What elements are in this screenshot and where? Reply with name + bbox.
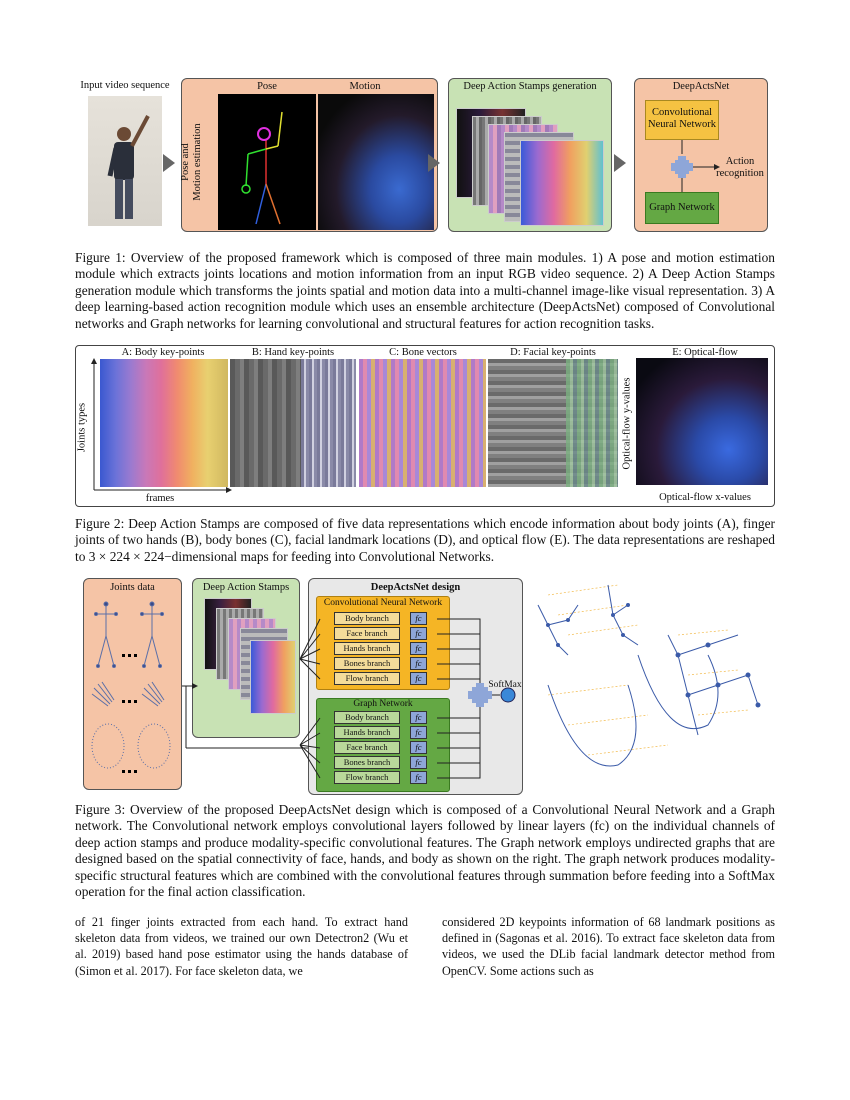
skeleton-figure	[218, 94, 316, 230]
pose-skeleton-image	[218, 94, 316, 230]
optical-flow-y-axis-label: Optical-flow y-values	[621, 377, 633, 470]
deepactsnet-label: DeepActsNet	[672, 81, 730, 92]
graph-fc-layer-0: fc	[410, 711, 427, 724]
person-figure	[88, 96, 162, 226]
graph-group-label: Graph Network	[353, 699, 413, 709]
cnn-box	[645, 100, 719, 140]
cnn-fc-layer-2: fc	[410, 642, 427, 655]
softmax-label: SoftMax	[488, 680, 522, 690]
cnn-box-line-2: Neural Network	[648, 119, 716, 130]
bone-vectors-heatmap	[359, 359, 486, 487]
cnn-fc-layer-1: fc	[410, 627, 427, 640]
cnn-branch-3: Bones branch	[334, 657, 400, 670]
figure-3-caption: Figure 3: Overview of the proposed DeepActsNet design which is composed of a Convolutional Neural Network and a Graph network. The Convolutional network employs convolutional layers followed by linear layers (fc) on the individual channels of deep action stamps and produce modality-specific convolutional features. The Graph network employs undirected graphs that are designed based on the spatial connectivity of face, hands, and body as shown on the right. The graph network produces modality-specific structural features which are combined with the convolutional features through summation before feeding into a SoftMax operation for the final action classification.	[75, 802, 775, 900]
arrow-icon	[163, 154, 175, 172]
body-right-column: considered 2D keypoints information of 68 landmark positions as defined in (Sagonas et al. 2016). To extract face skeleton data from videos, we used the DLib facial landmark detector method from OpenCV. Some actions such as	[442, 915, 775, 978]
body-keypoints-heatmap	[100, 359, 228, 487]
motion-flow-image	[318, 94, 434, 230]
cnn-box-line-1: Convolutional	[651, 107, 713, 118]
arrow-icon	[428, 154, 440, 172]
graph-fc-layer-4: fc	[410, 771, 427, 784]
stamp-layer-5	[520, 140, 604, 226]
cnn-group-label: Convolutional Neural Network	[323, 598, 443, 608]
deepactsnet-design-label: DeepActsNet design	[370, 582, 461, 593]
hand-keypoints-heatmap	[230, 359, 356, 487]
figure-1-caption: Figure 1: Overview of the proposed framework which is composed of three main modules. 1) A pose and motion estimation module which extracts joints locations and motion information from an input RGB video sequence. 2) A Deep Action Stamps generation module which transforms the joints spatial and motion data into a multi-channel image-like visual representation. 3) A deep learning-based action recognition module which uses an ensemble architecture (DeepActsNet) composed of Convolutional networks and Graph networks for learning convolutional and structural features for action recognition tasks.	[75, 250, 775, 331]
das-generation-label: Deep Action Stamps generation	[463, 81, 597, 92]
panel-a-label: A: Body key-points	[121, 347, 205, 358]
das-label: Deep Action Stamps	[202, 582, 290, 593]
input-video-frame	[88, 96, 162, 226]
optical-flow-heatmap	[636, 358, 768, 485]
graph-fc-layer-2: fc	[410, 741, 427, 754]
pose-estimation-vertical-label	[180, 110, 206, 210]
joints-data-label: Joints data	[110, 582, 155, 593]
panel-c-label: C: Bone vectors	[389, 347, 457, 358]
graph-branch-0: Body branch	[334, 711, 400, 724]
panel-b-label: B: Hand key-points	[251, 347, 335, 358]
graph-branch-1: Hands branch	[334, 726, 400, 739]
panel-e-label: E: Optical-flow	[672, 347, 738, 358]
input-video-label: Input video sequence	[80, 80, 170, 91]
body-left-column: of 21 finger joints extracted from each hand. To extract hand skeleton data from videos, we trained our own Detectron2 (Wu et al. 2019) based hand pose estimator using the hands database of (Simon et al. 2017). For face skeleton data, we	[75, 915, 408, 978]
pose-label: Pose	[257, 81, 277, 92]
frames-axis-label: frames	[145, 493, 175, 504]
facial-keypoints-heatmap	[488, 359, 618, 487]
vertical-label-line-2: Motion estimation	[192, 123, 203, 201]
cnn-branch-0: Body branch	[334, 612, 400, 625]
motion-label: Motion	[349, 81, 381, 92]
cnn-fc-layer-4: fc	[410, 672, 427, 685]
cnn-branch-2: Hands branch	[334, 642, 400, 655]
vertical-label-line-1: Pose and	[180, 143, 191, 181]
graph-fc-layer-1: fc	[410, 726, 427, 739]
action-label-line-1: Action	[725, 156, 755, 167]
graph-branch-2: Face branch	[334, 741, 400, 754]
cnn-fc-layer-0: fc	[410, 612, 427, 625]
cnn-fc-layer-3: fc	[410, 657, 427, 670]
cnn-branch-1: Face branch	[334, 627, 400, 640]
joints-skeletons-drawing	[86, 596, 180, 786]
graph-fc-layer-3: fc	[410, 756, 427, 769]
panel-d-label: D: Facial key-points	[510, 347, 596, 358]
figure-2-caption: Figure 2: Deep Action Stamps are composed of five data representations which encode information about body joints (A), finger joints of two hands (B), body bones (C), facial landmark locations (D), and optical flow (E). The data representations are reshaped to 3 × 224 × 224−dimensional maps for feeding into Convolutional Networks.	[75, 516, 775, 564]
graph-branch-3: Bones branch	[334, 756, 400, 769]
optical-flow-x-axis-label: Optical-flow x-values	[659, 492, 751, 503]
graph-structures-drawing	[528, 575, 776, 785]
action-recognition-label	[715, 156, 765, 180]
branch-connectors	[290, 595, 530, 795]
cnn-branch-4: Flow branch	[334, 672, 400, 685]
graph-network-box: Graph Network	[645, 192, 719, 224]
joints-types-axis-label: Joints types	[76, 402, 88, 453]
action-label-line-2: recognition	[716, 168, 764, 179]
arrow-icon	[614, 154, 626, 172]
graph-branch-4: Flow branch	[334, 771, 400, 784]
